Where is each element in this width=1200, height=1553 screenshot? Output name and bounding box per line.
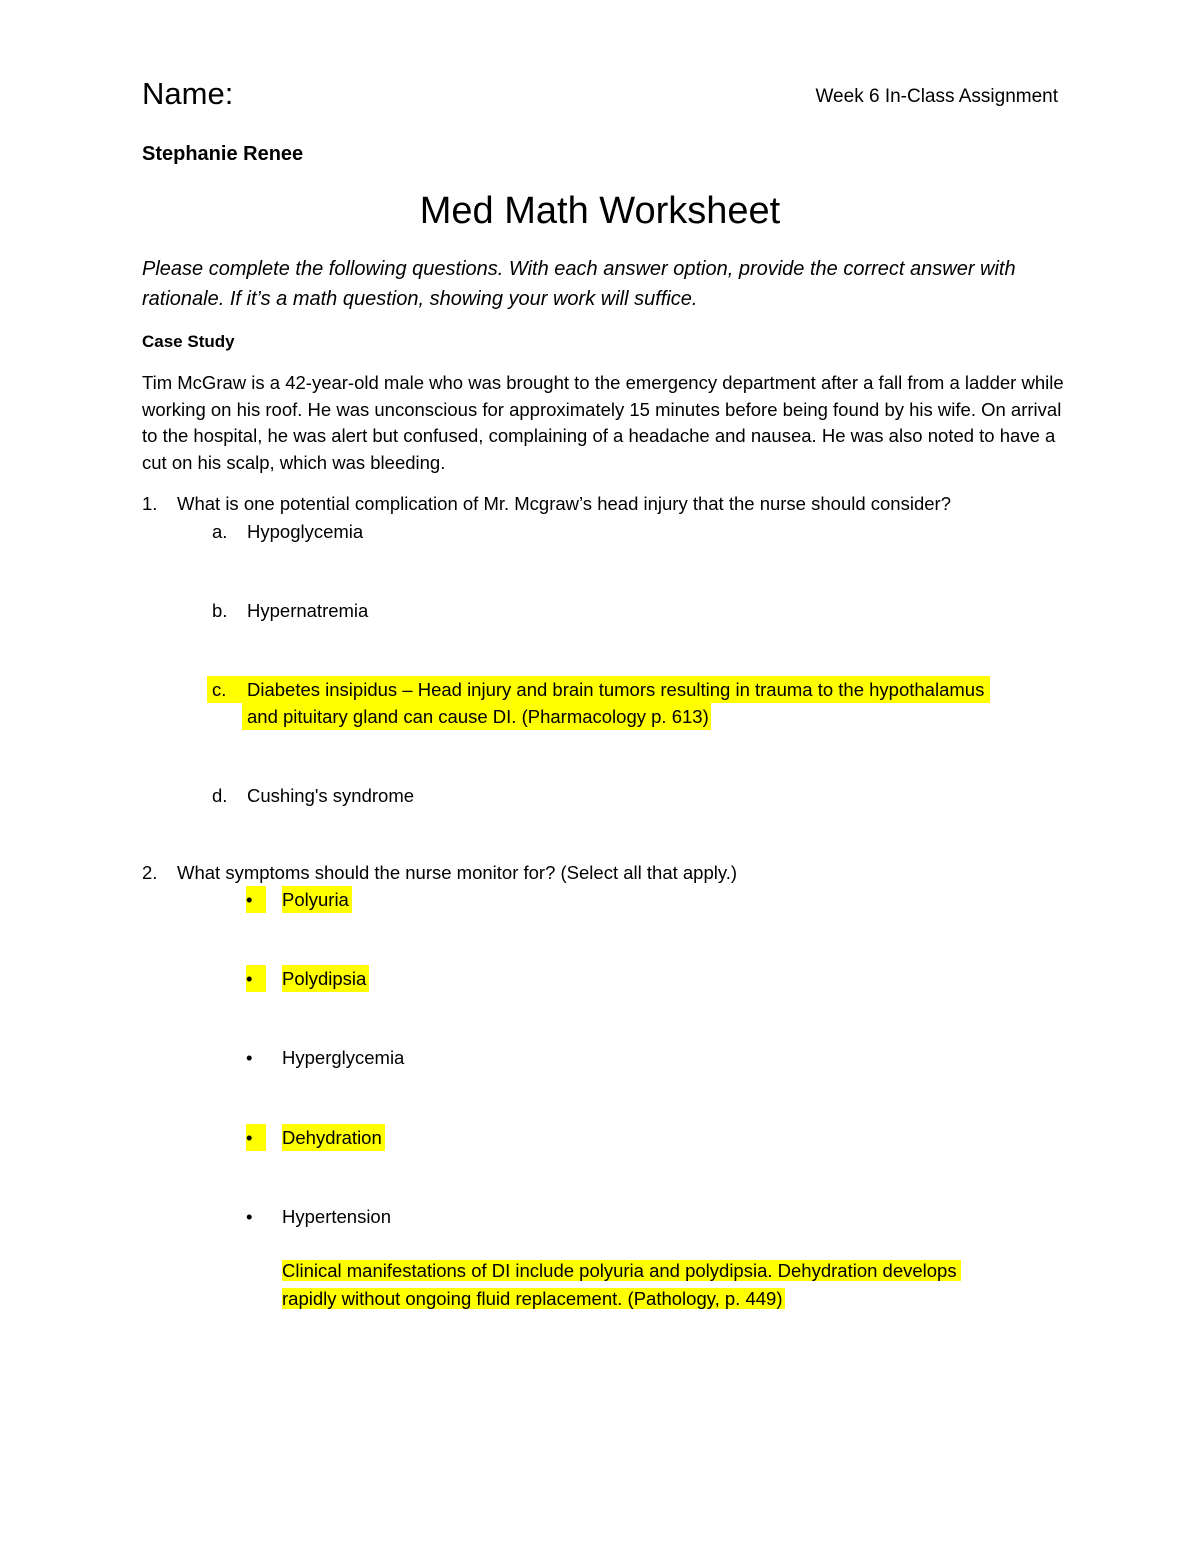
bullet-icon: • <box>246 1124 266 1151</box>
bullet-icon: • <box>246 1206 253 1227</box>
instructions: Please complete the following questions. With each answer option, provide the correct answer with rationale. If it’s a math question, showing your work will suffice. <box>142 258 1016 310</box>
symptom-label: Dehydration <box>282 1124 385 1151</box>
symptom-label: Polydipsia <box>282 965 369 992</box>
symptom-label: Polyuria <box>282 886 352 913</box>
page-title: Med Math Worksheet <box>419 190 781 232</box>
name-label: Name: <box>142 76 234 111</box>
rationale-note <box>282 1257 961 1313</box>
option-text: Hypoglycemia <box>247 521 364 542</box>
question-number: 1. <box>142 493 158 514</box>
case-study-body: Tim McGraw is a 42-year-old male who was brought to the emergency department after a fall from a ladder while working on his roof. He was unconscious for approximately 15 minutes before being found by his wife. On arrival to the hospital, he was alert but confused, complaining of a headache and nausea. He was also noted to have a cut on his scalp, which was bleeding. <box>142 372 1064 473</box>
option-text-line-2: and pituitary gland can cause DI. (Pharmacology p. 613) <box>242 703 711 730</box>
bullet-icon: • <box>246 1047 253 1068</box>
option-text-line-1: Diabetes insipidus – Head injury and brain tumors resulting in trauma to the hypothalamus <box>242 676 990 703</box>
option-letter: c. <box>207 676 242 703</box>
rationale-line-2: rapidly without ongoing fluid replacement. (Pathology, p. 449) <box>282 1288 783 1309</box>
option-text: Hypernatremia <box>247 600 369 621</box>
option-text: Cushing's syndrome <box>247 785 415 806</box>
bullet-icon: • <box>246 965 266 992</box>
case-study-heading: Case Study <box>142 332 235 351</box>
question-text: What symptoms should the nurse monitor for? (Select all that apply.) <box>177 862 738 883</box>
option-letter: b. <box>212 600 228 621</box>
student-name: Stephanie Renee <box>142 143 304 165</box>
symptom-label: Hypertension <box>282 1206 392 1227</box>
question-number: 2. <box>142 862 158 883</box>
option-letter: a. <box>212 521 228 542</box>
assignment-label: Week 6 In-Class Assignment <box>815 86 1058 107</box>
symptom-label: Hyperglycemia <box>282 1047 405 1068</box>
bullet-icon: • <box>246 886 266 913</box>
option-letter: d. <box>212 785 228 806</box>
question-text: What is one potential complication of Mr. Mcgraw’s head injury that the nurse should consider? <box>177 493 951 514</box>
rationale-line-1: Clinical manifestations of DI include polyuria and polydipsia. Dehydration develops <box>282 1260 961 1281</box>
